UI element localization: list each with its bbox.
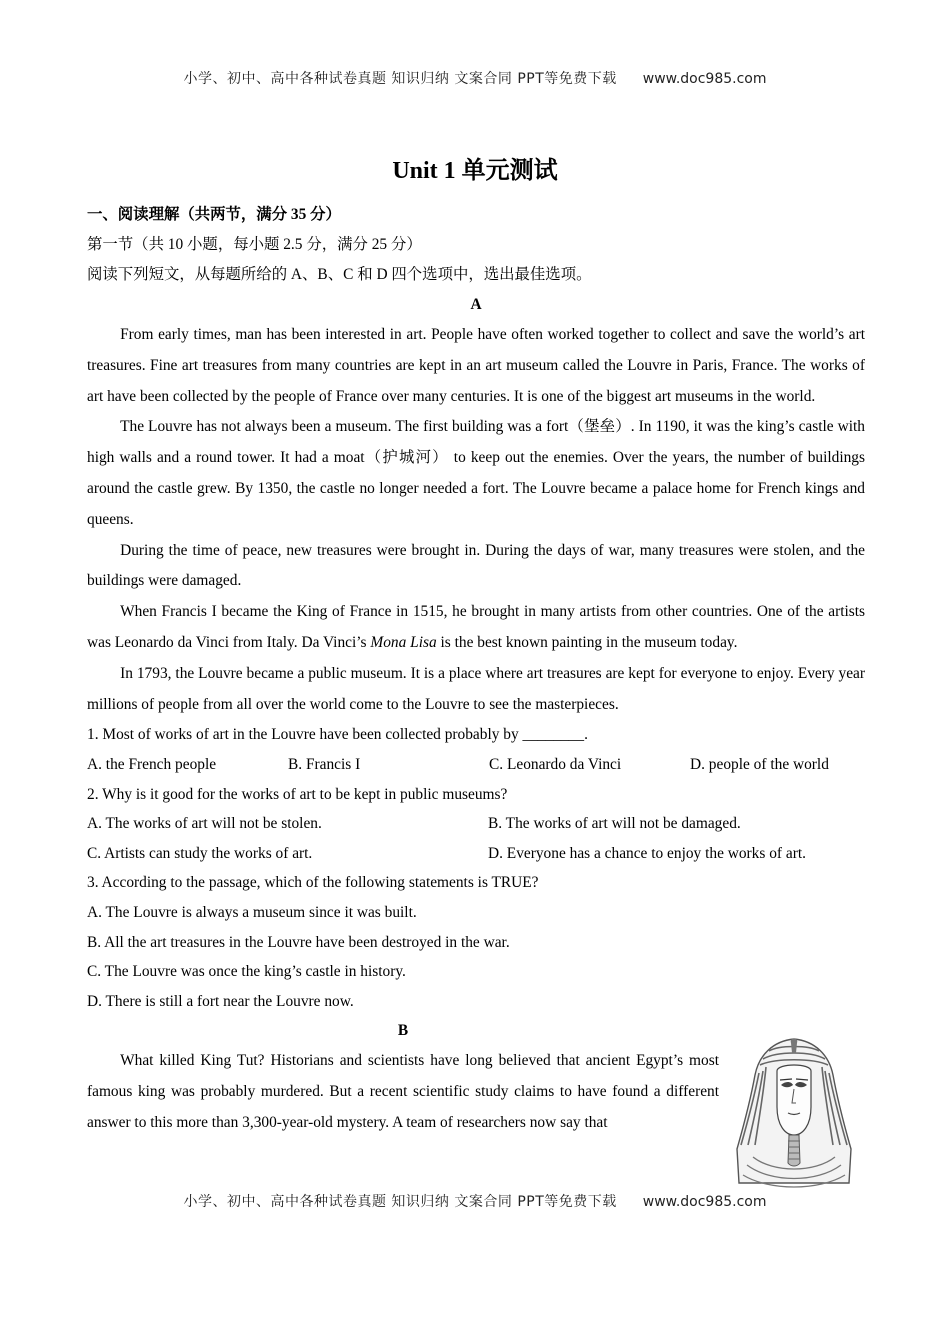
passage-a-text: is the best known painting in the museum today. [436,633,738,651]
section-heading: 一、阅读理解（共两节，满分 35 分） [87,206,341,223]
passage-a-paragraph: During the time of peace, new treasures were brought in. During the days of war, many treasures were stolen, and the buildings were damaged. [87,541,865,590]
page-header [0,68,950,88]
page-footer [0,1191,950,1211]
exam-content [87,200,865,1139]
passage-a-paragraph [87,597,865,659]
question-2-stem: 2. Why is it good for the works of art to be kept in public museums? [87,785,508,803]
option-b: B. Francis I [288,755,361,773]
option-c: C. Leonardo da Vinci [489,755,622,773]
question-3-stem: 3. According to the passage, which of the following statements is TRUE? [87,874,539,892]
option-b: B. All the art treasures in the Louvre have been destroyed in the war. [87,933,510,951]
passage-a-text: When Francis I became the King of France in 1515, he brought in many artists from other countries. One of the artists was Leonardo da Vinci from Italy. Da Vinci’s [87,603,865,651]
option-a: A. The works of art will not be stolen. [87,815,322,833]
passage-b [87,1016,719,1138]
header-site: www.doc985.com [642,71,767,87]
option-c: C. The Louvre was once the king’s castle in history. [87,963,406,981]
passage-a-paragraph: From early times, man has been interested in art. People have often worked together to collect and save the world’s art treasures. Fine art treasures from many countries are kept in an art museum called the Louvre in Paris, France. The works of art have been collected by the people of France over many centuries. It is one of the biggest art museums in the world. [87,326,865,405]
question-1-stem: 1. Most of works of art in the Louvre have been collected probably by ________. [87,726,588,744]
option-d: D. There is still a fort near the Louvre now. [87,992,354,1010]
option-a: A. the French people [87,755,217,773]
page-title: Unit 1 单元测试 [392,158,558,184]
option-b: B. The works of art will not be damaged. [488,815,741,833]
option-c: C. Artists can study the works of art. [87,844,313,862]
passage-a-paragraph: The Louvre has not always been a museum. The first building was a fort（堡垒）. In 1190, it was the king’s castle with high walls and a round tower. It had a moat（护城河） to keep out the enemies. Over the years, the number of buildings around the castle grew. By 1350, the castle no longer needed a fort. The Louvre became a palace home for French kings and queens. [87,418,865,528]
footer-text: 小学、初中、高中各种试卷真题 知识归纳 文案合同 PPT等免费下载 [183,1194,617,1210]
question-1-options [87,750,865,780]
section-part: 第一节（共 10 小题，每小题 2.5 分，满分 25 分） [87,236,422,253]
section-instruction: 阅读下列短文，从每题所给的 A、B、C 和 D 四个选项中，选出最佳选项。 [87,266,592,283]
option-d: D. people of the world [690,755,829,773]
question-2-options [87,809,865,868]
option-a: A. The Louvre is always a museum since it was built. [87,903,417,921]
painting-title: Mona Lisa [370,633,437,651]
header-text: 小学、初中、高中各种试卷真题 知识归纳 文案合同 PPT等免费下载 [183,71,617,87]
passage-b-paragraph: What killed King Tut? Historians and scientists have long believed that ancient Egypt’s most famous king was probably murdered. But a recent scientific study claims to have found a different answer to this more than 3,300-year-old mystery. A team of researchers now say that [87,1052,719,1131]
passage-a-label: A [470,296,482,313]
passage-a-paragraph: In 1793, the Louvre became a public museum. It is a place where art treasures are kept for everyone to enjoy. Every year millions of people from all over the world come to the Louvre to see the masterpieces. [87,664,865,713]
passage-b-label: B [397,1022,409,1040]
option-d: D. Everyone has a chance to enjoy the works of art. [488,844,806,862]
king-tut-mask-image [733,1033,855,1189]
footer-site: www.doc985.com [642,1194,767,1210]
